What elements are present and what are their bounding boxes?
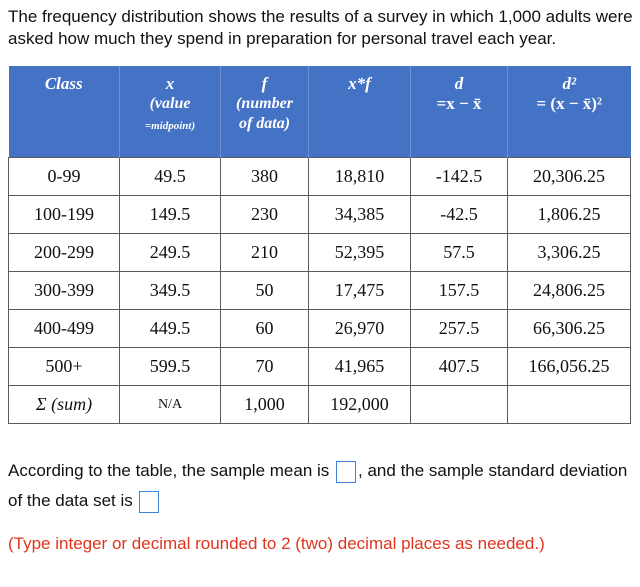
cell-xf: 34,385 <box>309 196 411 234</box>
cell-d: 257.5 <box>411 310 508 348</box>
cell-f: 50 <box>221 272 309 310</box>
problem-intro: The frequency distribution shows the results of a survey in which 1,000 adults were asked how much they spend in preparation for personal travel each year. <box>8 7 633 48</box>
cell-d2: 66,306.25 <box>508 310 631 348</box>
cell-class: 500+ <box>9 348 120 386</box>
table-header-row <box>9 66 631 158</box>
cell-xf: 18,810 <box>309 158 411 196</box>
sample-sd-input[interactable] <box>139 491 159 513</box>
header-d2: d² = (x − x̄)² <box>508 66 631 158</box>
rounding-hint: (Type integer or decimal rounded to 2 (two) decimal places as needed.) <box>8 534 545 553</box>
cell-d2: 1,806.25 <box>508 196 631 234</box>
header-xf: x*f <box>309 66 411 158</box>
header-class: Class <box>9 66 120 158</box>
cell-sum-d2 <box>508 386 631 424</box>
cell-xf: 26,970 <box>309 310 411 348</box>
cell-f: 230 <box>221 196 309 234</box>
cell-sum-xf: 192,000 <box>309 386 411 424</box>
table-sum-row <box>9 386 631 424</box>
header-x: x (value =midpoint) <box>120 66 221 158</box>
cell-xf: 41,965 <box>309 348 411 386</box>
cell-d: 57.5 <box>411 234 508 272</box>
cell-xf: 17,475 <box>309 272 411 310</box>
cell-class: 0-99 <box>9 158 120 196</box>
cell-class: 200-299 <box>9 234 120 272</box>
cell-x: 599.5 <box>120 348 221 386</box>
cell-d: -142.5 <box>411 158 508 196</box>
cell-sum-d <box>411 386 508 424</box>
cell-d2: 20,306.25 <box>508 158 631 196</box>
cell-class: 400-499 <box>9 310 120 348</box>
cell-class: 300-399 <box>9 272 120 310</box>
question-part2: , and the sample standard deviation of the data set is <box>8 461 628 510</box>
cell-d2: 3,306.25 <box>508 234 631 272</box>
cell-sum-label: Σ (sum) <box>9 386 120 424</box>
cell-x: 49.5 <box>120 158 221 196</box>
cell-sum-x: N/A <box>120 386 221 424</box>
header-d: d =x − x̄ <box>411 66 508 158</box>
cell-x: 349.5 <box>120 272 221 310</box>
cell-xf: 52,395 <box>309 234 411 272</box>
cell-d2: 166,056.25 <box>508 348 631 386</box>
cell-x: 149.5 <box>120 196 221 234</box>
cell-f: 70 <box>221 348 309 386</box>
cell-d: -42.5 <box>411 196 508 234</box>
cell-f: 380 <box>221 158 309 196</box>
cell-d: 157.5 <box>411 272 508 310</box>
cell-f: 210 <box>221 234 309 272</box>
cell-f: 60 <box>221 310 309 348</box>
table-row <box>9 348 631 386</box>
question-part1: According to the table, the sample mean is <box>8 461 330 480</box>
cell-d2: 24,806.25 <box>508 272 631 310</box>
cell-x: 449.5 <box>120 310 221 348</box>
table-row <box>9 272 631 310</box>
cell-sum-f: 1,000 <box>221 386 309 424</box>
frequency-table <box>8 66 631 424</box>
table-row <box>9 234 631 272</box>
cell-x: 249.5 <box>120 234 221 272</box>
sample-mean-input[interactable] <box>336 461 356 483</box>
header-f: f (number of data) <box>221 66 309 158</box>
cell-d: 407.5 <box>411 348 508 386</box>
question-text <box>8 456 633 516</box>
table-row <box>9 158 631 196</box>
table-row <box>9 310 631 348</box>
table-row <box>9 196 631 234</box>
cell-class: 100-199 <box>9 196 120 234</box>
